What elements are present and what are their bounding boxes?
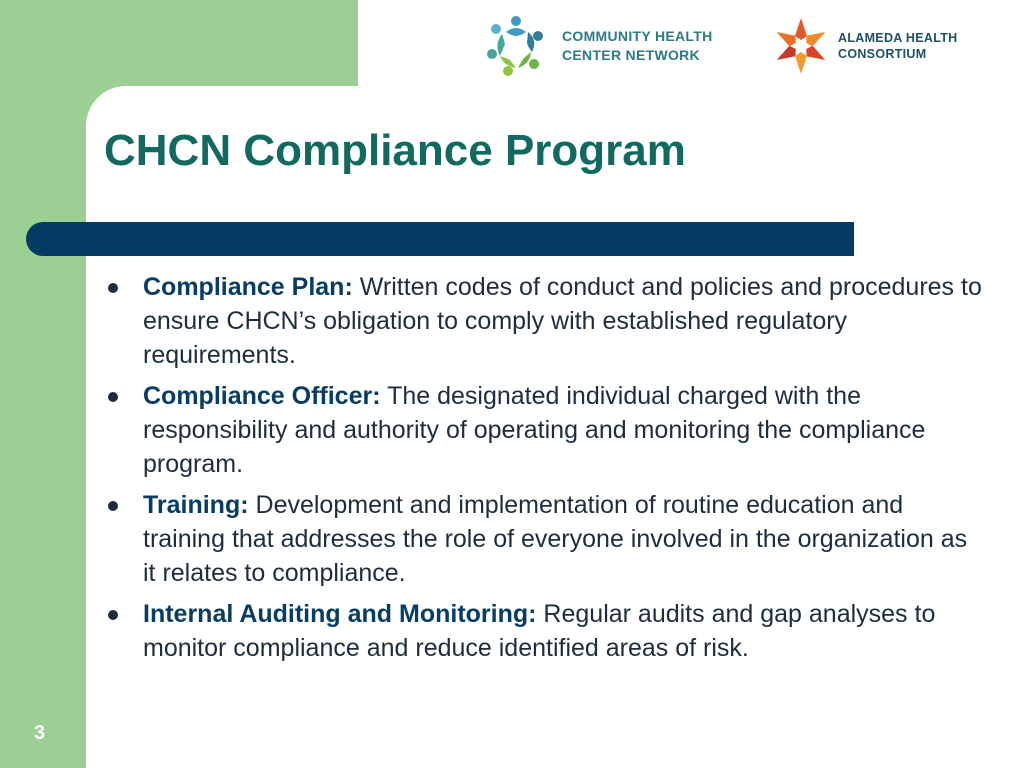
bullet-term: Compliance Officer: (143, 382, 381, 410)
bullet-list (105, 270, 985, 672)
bullet-dot-icon (108, 392, 118, 402)
chcn-logo (484, 14, 713, 78)
bullet-compliance-officer (105, 379, 985, 481)
bullet-internal-auditing (105, 597, 985, 665)
bullet-dot-icon (108, 283, 118, 293)
chcn-logo-line1: COMMUNITY HEALTH (562, 28, 713, 44)
bullet-dot-icon (108, 501, 118, 511)
people-circle-logo-icon (484, 14, 548, 78)
ahc-logo-text (838, 30, 957, 62)
chcn-logo-line2: CENTER NETWORK (562, 47, 700, 63)
bullet-training (105, 488, 985, 590)
bullet-text: Written codes of conduct and policies and procedures to ensure CHCN’s obligation to comply with established regulatory requirements. (143, 273, 982, 369)
chcn-logo-text (562, 27, 713, 65)
ahc-logo-line2: CONSORTIUM (838, 47, 927, 61)
bullet-term: Training: (143, 491, 249, 519)
title-underline-bar (26, 222, 854, 256)
bullet-text: Development and implementation of routine education and training that addresses the role of everyone involved in the organization as it relates to compliance. (143, 491, 968, 587)
slide-title: CHCN Compliance Program (104, 126, 686, 175)
ahc-logo-line1: ALAMEDA HEALTH (838, 31, 958, 45)
bullet-term: Compliance Plan: (143, 273, 353, 301)
bullet-term: Internal Auditing and Monitoring: (143, 600, 537, 628)
ahc-logo (774, 14, 957, 78)
bullet-dot-icon (108, 610, 118, 620)
bullet-compliance-plan (105, 270, 985, 372)
hands-star-logo-icon (774, 14, 828, 78)
bullet-text: Regular audits and gap analyses to monitor compliance and reduce identified areas of risk. (143, 600, 936, 662)
page-number: 3 (34, 722, 46, 744)
bullet-text: The designated individual charged with the responsibility and authority of operating and monitoring the compliance program. (143, 382, 926, 478)
